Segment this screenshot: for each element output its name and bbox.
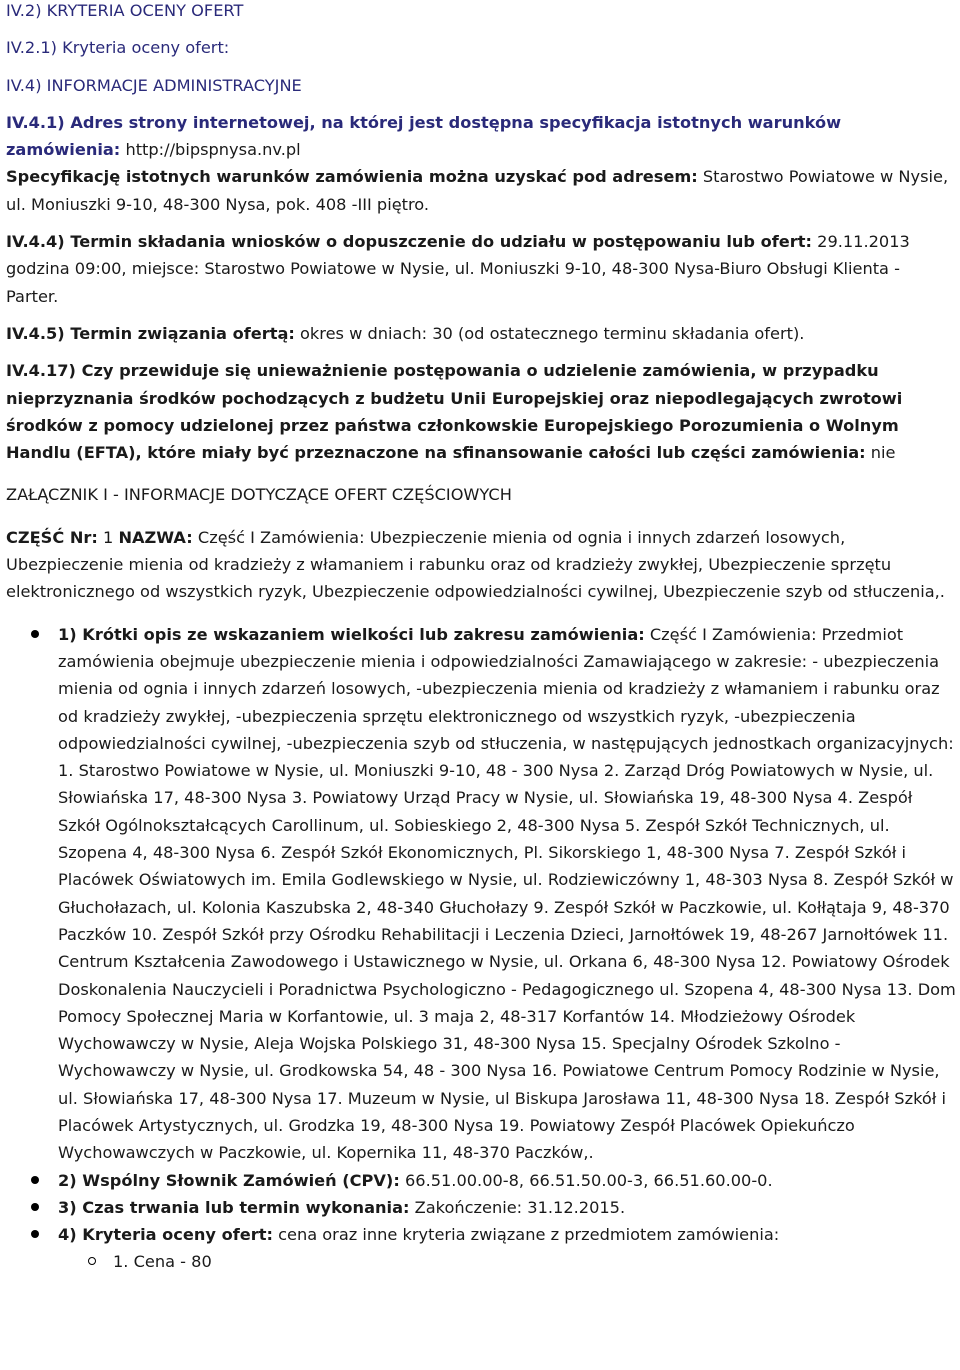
list-item (58, 1221, 956, 1276)
item-value: 66.51.00.00-8, 66.51.50.00-3, 66.51.60.00-0. (404, 1170, 773, 1190)
iv417-value: nie (870, 443, 896, 463)
criteria-item: 1. Cena - 80 (113, 1248, 956, 1275)
item-value: Zakończenie: 31.12.2015. (414, 1197, 626, 1217)
heading-iv4: IV.4) INFORMACJE ADMINISTRACYJNE (6, 75, 302, 95)
name-value: Część I Zamówienia: Ubezpieczenie mienia od ognia i innych zdarzeń losowych, Ubezpieczenie mienia od kradzieży z włamaniem i rabunku oraz od kradzieży zwykłej, Ubezpieczenie sprzętu elektronicznego od wszystkich ryzyk, Ubezpieczenie odpowiedzialności cywilnej, Ubezpieczenie szyb od stłuczenia,. (6, 527, 945, 602)
item-label: 2) Wspólny Słownik Zamówień (CPV): (58, 1170, 400, 1190)
item-label: 4) Kryteria oceny ofert: (58, 1225, 273, 1245)
iv44-value: 29.11.2013 godzina 09:00, miejsce: Starostwo Powiatowe w Nysie, ul. Moniuszki 9-10, 48-300 Nysa-Biuro Obsługi Klienta - Parter. (6, 232, 910, 306)
spec-label: Specyfikację istotnych warunków zamówienia można uzyskać pod adresem: (6, 167, 698, 187)
list-item (58, 1194, 956, 1221)
name-label: NAZWA: (118, 527, 193, 547)
heading-iv2: IV.2) KRYTERIA OCENY OFERT (6, 1, 244, 20)
part-label: CZĘŚĆ Nr: (6, 527, 98, 547)
section-iv45 (6, 320, 956, 347)
spec-value: Starostwo Powiatowe w Nysie, ul. Moniuszki 9-10, 48-300 Nysa, pok. 408 -III piętro. (6, 167, 949, 214)
iv45-value: okres w dniach: 30 (od ostatecznego terminu składania ofert). (300, 323, 805, 343)
annex-item-list (6, 621, 956, 1276)
list-item (58, 621, 956, 1167)
annex-part (6, 524, 956, 606)
document-page (6, 0, 956, 1276)
section-iv44 (6, 228, 956, 310)
section-spec (6, 163, 956, 218)
item-value: Część I Zamówienia: Przedmiot zamówienia obejmuje ubezpieczenie mienia i odpowiedzialności Zamawiającego w zakresie: - ubezpieczenia mienia od ognia i innych zdarzeń losowych, -ubezpieczenia mienia od kradzieży z włamaniem i rabunku oraz od kradzieży zwykłej, -ubezpieczenia sprzętu elektronicznego od wszystkich ryzyk, -ubezpieczenia odpowiedzialności cywilnej, -ubezpieczenia szyb od stłuczenia, w następujących jednostkach organizacyjnych: 1. Starostwo Powiatowe w Nysie, ul. Moniuszki 9-10, 48 - 300 Nysa 2. Zarząd Dróg Powiatowych w Nysie, ul. Słowiańska 17, 48-300 Nysa 3. Powiatowy Urząd Pracy w Nysie, ul. Słowiańska 19, 48-300 Nysa 4. Zespół Szkół Ogólnokształcących Carollinum, ul. Sobieskiego 2, 48-300 Nysa 5. Zespół Szkół Technicznych, ul. Szopena 4, 48-300 Nysa 6. Zespół Szkół Ekonomicznych, Pl. Sikorskiego 1, 48-300 Nysa 7. Zespół Szkół i Placówek Oświatowych im. Emila Godlewskiego w Nysie, ul. Rodziewiczówny 1, 48-303 Nysa 8. Zespół Szkół w Głuchołazach, ul. Kolonia Kaszubska 2, 48-340 Głuchołazy 9. Zespół Szkół w Paczkowie, ul. Kołłątaja 9, 48-370 Paczków 10. Zespół Szkół przy Ośrodku Rehabilitacji i Leczenia Dzieci, Jarnołtówek 19, 48-267 Jarnołtówek 11. Centrum Kształcenia Zawodowego i Ustawicznego w Nysie, ul. Orkana 6, 48-300 Nysa 12. Powiatowy Ośrodek Doskonalenia Nauczycieli i Poradnictwa Psychologiczno - Pedagogicznego ul. Szopena 4, 48-300 Nysa 13. Dom Pomocy Społecznej Maria w Korfantowie, ul. 3 maja 2, 48-317 Korfantów 14. Młodzieżowy Ośrodek Wychowawczy w Nysie, Aleja Wojska Polskiego 31, 48-300 Nysa 15. Specjalny Ośrodek Szkolno - Wychowawczy w Nysie, ul. Grodkowska 54, 48 - 300 Nysa 16. Powiatowe Centrum Pomocy Rodzinie w Nysie, ul. Słowiańska 17, 48-300 Nysa 17. Muzeum w Nysie, ul Biskupa Jarosława 11, 48-300 Nysa 18. Zespół Szkół i Placówek Artystycznych, ul. Grodzka 19, 48-300 Nysa 19. Powiatowy Zespół Placówek Opiekuńczo Wychowawczych w Paczkowie, ul. Kopernika 11, 48-370 Paczków,. (58, 624, 956, 1163)
iv417-label: IV.4.17) Czy przewiduje się unieważnienie postępowania o udzielenie zamówienia, w przypadku nieprzyznania środków pochodzących z budżetu Unii Europejskiej oraz niepodlegających zwrotowi środków z pomocy udzielonej przez państwa członkowskie Europejskiego Porozumienia o Wolnym Handlu (EFTA), które miały być przeznaczone na sfinansowanie całości lub części zamówienia: (6, 361, 903, 463)
item-label: 3) Czas trwania lub termin wykonania: (58, 1197, 410, 1217)
item-value: cena oraz inne kryteria związane z przedmiotem zamówienia: (278, 1225, 780, 1245)
criteria-list (58, 1248, 956, 1275)
heading-iv21: IV.2.1) Kryteria oceny ofert: (6, 38, 230, 58)
iv41-label: IV.4.1) Adres strony internetowej, na której jest dostępna specyfikacja istotnych warunków zamówienia: (6, 112, 842, 160)
section-iv417 (6, 357, 956, 466)
list-item (58, 1167, 956, 1194)
annex-title: ZAŁĄCZNIK I - INFORMACJE DOTYCZĄCE OFERT CZĘŚCIOWYCH (6, 485, 512, 505)
iv44-label: IV.4.4) Termin składania wniosków o dopuszczenie do udziału w postępowaniu lub ofert: (6, 232, 812, 252)
item-label: 1) Krótki opis ze wskazaniem wielkości lub zakresu zamówienia: (58, 624, 645, 644)
iv45-label: IV.4.5) Termin związania ofertą: (6, 323, 295, 343)
iv41-url[interactable]: http://bipspnysa.nv.pl (125, 140, 301, 160)
part-number: 1 (103, 527, 114, 547)
section-iv41 (6, 109, 956, 164)
